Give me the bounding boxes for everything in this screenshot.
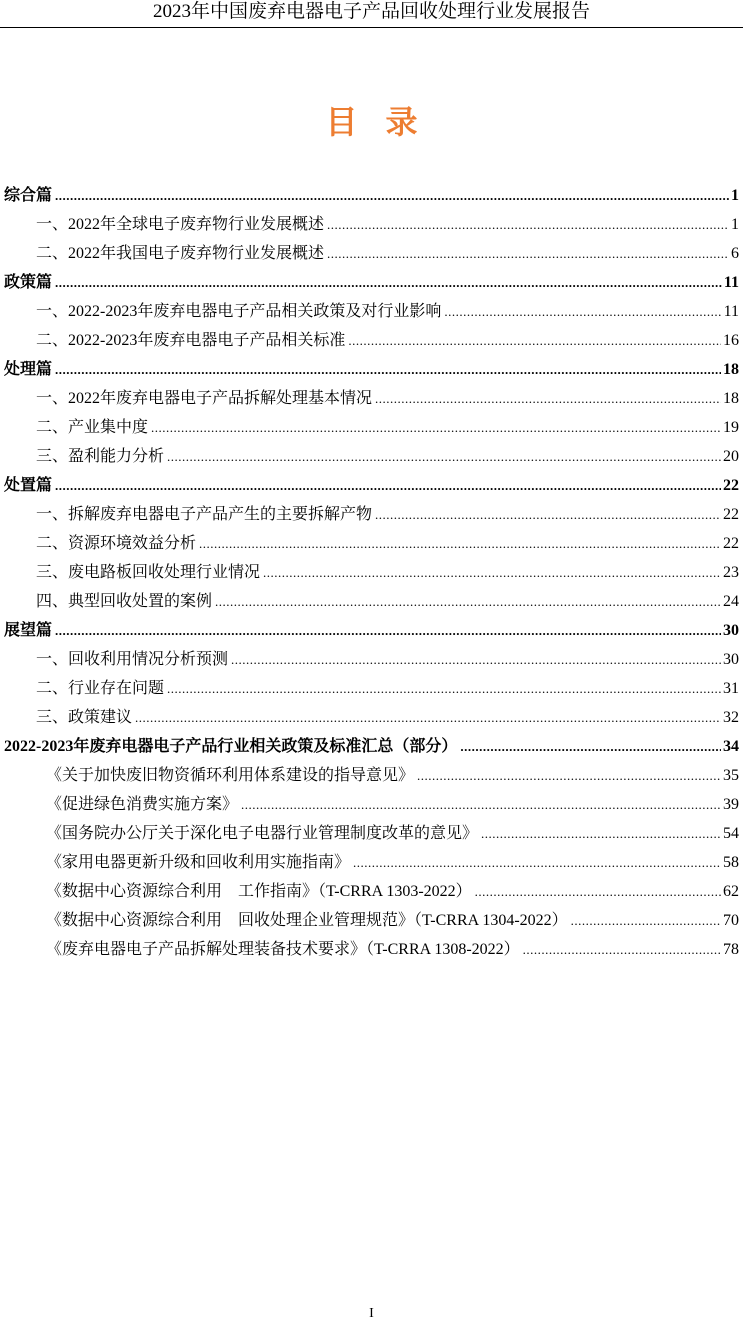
report-title: 2023年中国废弃电器电子产品回收处理行业发展报告 <box>152 1 590 22</box>
toc-entry-label: 《国务院办公厅关于深化电子电器行业管理制度改革的意见》 <box>46 825 479 842</box>
toc-subsection-entry[interactable] <box>36 328 739 354</box>
toc-entry-label: 三、政策建议 <box>36 709 133 726</box>
dot-leader <box>375 386 721 412</box>
dot-leader <box>444 299 721 325</box>
toc-entry-label: 《数据中心资源综合利用 工作指南》（T-CRRA 1303-2022） <box>46 883 472 900</box>
toc-entry-label: 一、回收利用情况分析预测 <box>36 651 229 668</box>
toc-entry-page: 23 <box>723 564 739 581</box>
toc-entry-label: 一、拆解废弃电器电子产品产生的主要拆解产物 <box>36 506 373 523</box>
dot-leader <box>241 792 721 818</box>
toc-entry-page: 18 <box>723 390 739 407</box>
toc-entry-page: 58 <box>723 854 739 871</box>
dot-leader <box>571 908 721 934</box>
toc-subsection-entry[interactable] <box>36 444 739 470</box>
toc-entry-label: 二、资源环境效益分析 <box>36 535 197 552</box>
toc-entry-page: 11 <box>723 274 739 291</box>
toc-subsection-entry[interactable] <box>46 850 739 876</box>
toc-subsection-entry[interactable] <box>46 821 739 847</box>
toc-entry-label: 四、典型回收处置的案例 <box>36 593 213 610</box>
toc-subsection-entry[interactable] <box>36 647 739 673</box>
toc-entry-page: 39 <box>723 796 739 813</box>
toc-section-entry[interactable] <box>4 473 739 499</box>
toc-entry-page: 31 <box>723 680 739 697</box>
toc-entry-label: 二、2022-2023年废弃电器电子产品相关标准 <box>36 332 346 349</box>
dot-leader <box>167 676 721 702</box>
dot-leader <box>55 183 729 209</box>
dot-leader <box>199 531 721 557</box>
toc-entry-label: 《数据中心资源综合利用 回收处理企业管理规范》（T-CRRA 1304-2022） <box>46 912 568 929</box>
toc-entry-label: 政策篇 <box>4 274 53 291</box>
toc-entry-label: 处理篇 <box>4 361 53 378</box>
toc-section-entry[interactable] <box>4 183 739 209</box>
dot-leader <box>151 415 721 441</box>
toc-entry-label: 综合篇 <box>4 187 53 204</box>
toc-subsection-entry[interactable] <box>36 212 739 238</box>
dot-leader <box>263 560 721 586</box>
dot-leader <box>55 357 721 383</box>
toc-section-entry[interactable] <box>4 357 739 383</box>
dot-leader <box>55 270 722 296</box>
toc-entry-label: 《废弃电器电子产品拆解处理装备技术要求》（T-CRRA 1308-2022） <box>46 941 520 958</box>
toc-entry-label: 二、产业集中度 <box>36 419 149 436</box>
toc-entry-page: 6 <box>731 245 739 262</box>
toc-entry-label: 三、废电路板回收处理行业情况 <box>36 564 261 581</box>
toc-subsection-entry[interactable] <box>36 560 739 586</box>
toc-entry-label: 二、2022年我国电子废弃物行业发展概述 <box>36 245 325 262</box>
dot-leader <box>417 763 721 789</box>
dot-leader <box>55 618 721 644</box>
toc-subsection-entry[interactable] <box>36 241 739 267</box>
dot-leader <box>475 879 721 905</box>
toc-entry-page: 24 <box>723 593 739 610</box>
toc-entry-label: 展望篇 <box>4 622 53 639</box>
running-header <box>0 0 743 28</box>
toc-entry-label: 《促进绿色消费实施方案》 <box>46 796 239 813</box>
dot-leader <box>375 502 721 528</box>
toc-entry-label: 处置篇 <box>4 477 53 494</box>
dot-leader <box>215 589 721 615</box>
toc-entry-page: 30 <box>723 651 739 668</box>
toc-subsection-entry[interactable] <box>46 879 739 905</box>
toc-entry-page: 22 <box>723 506 739 523</box>
toc-entry-label: 二、行业存在问题 <box>36 680 165 697</box>
toc-entry-page: 11 <box>723 303 739 320</box>
dot-leader <box>523 937 721 963</box>
toc-entry-label: 三、盈利能力分析 <box>36 448 165 465</box>
toc-subsection-entry[interactable] <box>36 589 739 615</box>
toc-entry-label: 一、2022年全球电子废弃物行业发展概述 <box>36 216 325 233</box>
toc-subsection-entry[interactable] <box>36 299 739 325</box>
toc-section-entry[interactable] <box>4 270 739 296</box>
dot-leader <box>481 821 721 847</box>
toc-subsection-entry[interactable] <box>46 792 739 818</box>
toc-entry-page: 19 <box>723 419 739 436</box>
toc-subsection-entry[interactable] <box>46 908 739 934</box>
toc-entry-page: 18 <box>723 361 739 378</box>
dot-leader <box>327 212 729 238</box>
toc-subsection-entry[interactable] <box>36 502 739 528</box>
toc-entry-label: 2022-2023年废弃电器电子产品行业相关政策及标准汇总（部分） <box>4 738 458 755</box>
toc-subsection-entry[interactable] <box>36 676 739 702</box>
toc-subsection-entry[interactable] <box>36 415 739 441</box>
toc-entry-page: 22 <box>723 477 739 494</box>
dot-leader <box>460 734 721 760</box>
toc-entry-page: 30 <box>723 622 739 639</box>
toc-entry-page: 34 <box>723 738 739 755</box>
dot-leader <box>353 850 721 876</box>
toc-subsection-entry[interactable] <box>36 386 739 412</box>
toc-section-entry[interactable] <box>4 618 739 644</box>
dot-leader <box>167 444 721 470</box>
toc-entry-page: 20 <box>723 448 739 465</box>
toc-entry-label: 一、2022-2023年废弃电器电子产品相关政策及对行业影响 <box>36 303 442 320</box>
toc-entry-page: 35 <box>723 767 739 784</box>
toc-entry-label: 《关于加快废旧物资循环利用体系建设的指导意见》 <box>46 767 415 784</box>
toc-entry-page: 70 <box>723 912 739 929</box>
toc-subsection-entry[interactable] <box>46 937 739 963</box>
toc-subsection-entry[interactable] <box>36 705 739 731</box>
dot-leader <box>327 241 729 267</box>
toc-subsection-entry[interactable] <box>46 763 739 789</box>
toc-subsection-entry[interactable] <box>36 531 739 557</box>
toc-entry-page: 1 <box>731 187 739 204</box>
dot-leader <box>135 705 721 731</box>
toc-heading: 目录 <box>325 104 446 140</box>
dot-leader <box>231 647 721 673</box>
toc-section-entry[interactable] <box>4 734 739 760</box>
toc-entry-page: 16 <box>723 332 739 349</box>
dot-leader <box>55 473 721 499</box>
page-number: I <box>369 1306 374 1321</box>
dot-leader <box>348 328 721 354</box>
toc-entry-label: 一、2022年废弃电器电子产品拆解处理基本情况 <box>36 390 373 407</box>
toc-entry-page: 32 <box>723 709 739 726</box>
toc-entry-page: 1 <box>731 216 739 233</box>
toc-entry-page: 54 <box>723 825 739 842</box>
toc-entry-page: 62 <box>723 883 739 900</box>
toc-entry-page: 22 <box>723 535 739 552</box>
toc-entry-label: 《家用电器更新升级和回收利用实施指南》 <box>46 854 351 871</box>
toc-entry-page: 78 <box>723 941 739 958</box>
